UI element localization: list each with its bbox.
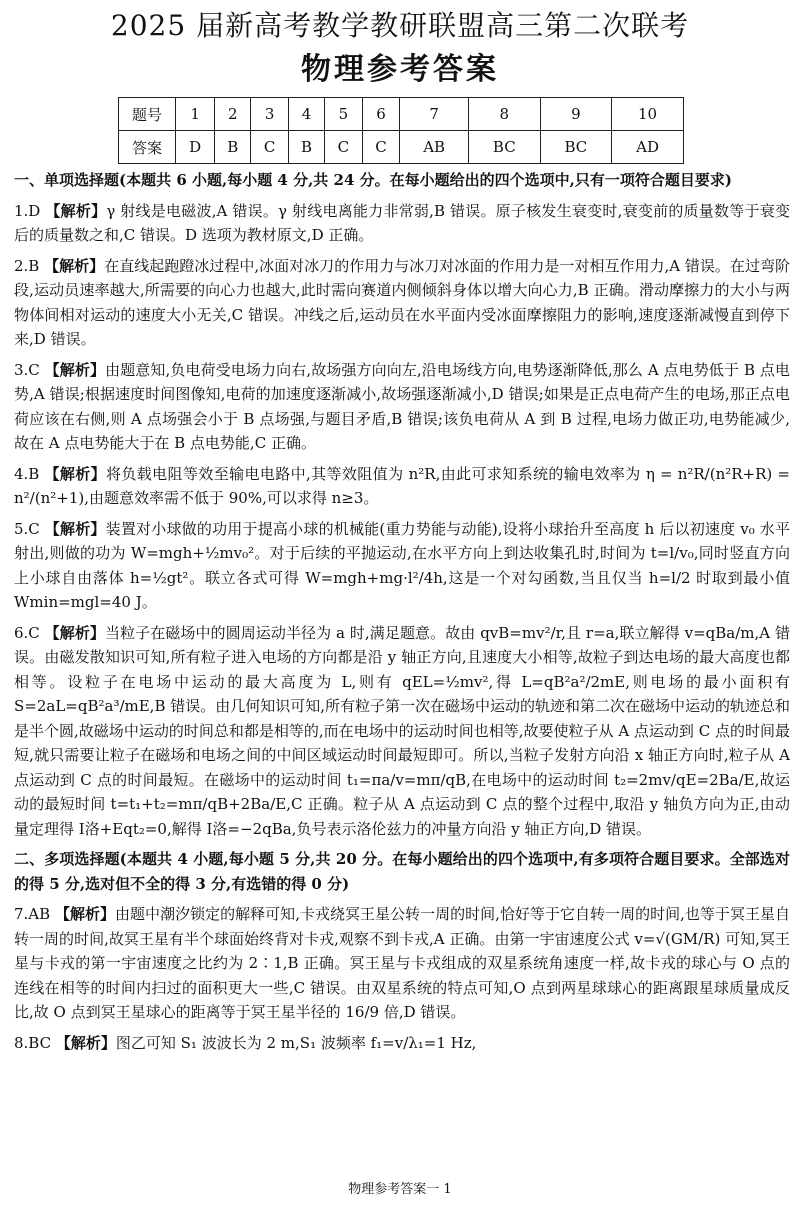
answer-cell: C xyxy=(325,131,363,164)
question-number-row xyxy=(119,98,684,131)
solution-text: 图乙可知 S₁ 波波长为 2 m,S₁ 波频率 f₁=v/λ₁=1 Hz, xyxy=(115,1033,477,1052)
answer-row xyxy=(119,131,684,164)
exam-title: 2025 届新高考教学教研联盟高三第二次联考 xyxy=(110,9,690,42)
solution-number: 6.C xyxy=(14,623,40,642)
solution-item xyxy=(14,358,790,456)
answer-cell: BC xyxy=(469,131,541,164)
solution-text: 在直线起跑蹬冰过程中,冰面对冰刀的作用力与冰刀对冰面的作用力是一对相互作用力,A 错误。在过弯阶段,运动员速率越大,所需要的向心力也越大,此时需向赛道内侧倾斜身体以增大向心力,B 正确。滑动摩擦力的大小与两物体间相对运动的速度大小无关,C 错误。冲线之后,运动员在水平面内受冰面摩擦阻力的影响,速度逐渐减慢直到停下来,D 错误。 xyxy=(14,256,790,348)
solution-item xyxy=(14,1031,790,1056)
analysis-tag: 【解析】 xyxy=(54,905,116,923)
answer-cell: B xyxy=(288,131,324,164)
solution-number: 7.AB xyxy=(14,905,51,923)
question-number: 3 xyxy=(251,98,289,131)
solution-text: 当粒子在磁场中的圆周运动半径为 a 时,满足题意。故由 qvB=mv²/r,且 r=a,联立解得 v=qBa/m,A 错误。由磁发散知识可知,所有粒子进入电场的方向都是沿 y 轴正方向,且速度大小相等,故粒子到达电场的最大高度也都相等。设粒子在电场中运动的最大高度为 L,则有 qEL=½mv²,得 L=qB²a²/2mE,则电场的最小面积有 S=2aL=qB²a³/mE,B 错误。由几何知识可知,所有粒子第一次在磁场中运动的轨迹和第二次在磁场中运动的轨迹总和是半个圆,故磁场中运动的时间总和都是相等的,而在电场中的运动时间也相等,故要使粒子从 A 点运动到 C 点的时间最短,就只需要让粒子在磁场和电场之间的中间区域运动时间最短即可。所以,当粒子发射方向沿 x 轴正方向时,粒子从 A 点运动到 C 点的时间最短。在磁场中的运动时间 t₁=πa/v=mπ/qB,在电场中的运动时间 t₂=2mv/qE=2Ba/E,故运动的最短时间 t=t₁+t₂=mπ/qB+2Ba/E,C 正确。粒子从 A 点运动到 C 点的整个过程中,取沿 y 轴负方向为正,由动量定理得 I洛+Eqt₂=0,解得 I洛=−2qBa,负号表示洛伦兹力的冲量方向沿 y 轴正方向,D 错误。 xyxy=(14,623,791,838)
question-number: 6 xyxy=(362,98,400,131)
question-number: 10 xyxy=(612,98,684,131)
question-number: 9 xyxy=(540,98,612,131)
row-label-question: 题号 xyxy=(119,98,176,131)
page-footer: 物理参考答案一 1 xyxy=(348,1182,452,1197)
analysis-tag: 【解析】 xyxy=(55,1033,116,1052)
row-label-answer: 答案 xyxy=(119,131,176,164)
solution-text: 将负载电阻等效至输电电路中,其等效阻值为 n²R,由此可求知系统的输电效率为 η = n²R/(n²R+R) = n²/(n²+1),由题意效率需不低于 90%,可以求得 n≥3。 xyxy=(14,464,790,507)
solution-text: 由题意知,负电荷受电场力向右,故场强方向向左,沿电场线方向,电势逐渐降低,那么 A 点电势低于 B 点电势,A 错误;根据速度时间图像知,电荷的加速度逐渐减小,故场强逐渐减小,D 错误;如果是正点电荷产生的电场,那正点电荷应该在右侧,则 A 点场强会小于 B 点场强,与题目矛盾,B 错误;该负电荷从 A 到 B 过程,电场力做正功,电势能减少,故在 A 点电势能大于在 B 点电势能,C 正确。 xyxy=(14,360,790,452)
solution-number: 5.C xyxy=(14,519,40,538)
solution-item xyxy=(14,621,790,842)
section-heading-multi-choice: 二、多项选择题(本题共 4 小题,每小题 5 分,共 20 分。在每小题给出的四个选项中,有多项符合题目要求。全部选对的得 5 分,选对但不全的得 3 分,有选错的得 0 分) xyxy=(14,850,790,893)
question-number: 4 xyxy=(288,98,324,131)
answer-table xyxy=(118,97,684,164)
section-heading-single-choice: 一、单项选择题(本题共 6 小题,每小题 4 分,共 24 分。在每小题给出的四个选项中,只有一项符合题目要求) xyxy=(14,171,732,189)
solutions-body xyxy=(14,168,790,1061)
solution-number: 4.B xyxy=(14,464,40,483)
question-number: 5 xyxy=(325,98,363,131)
solution-item xyxy=(14,517,790,615)
answer-cell: BC xyxy=(540,131,612,164)
solution-item xyxy=(14,199,790,248)
answer-cell: B xyxy=(215,131,251,164)
page-title: 物理参考答案 xyxy=(301,52,499,87)
answer-cell: C xyxy=(362,131,400,164)
question-number: 1 xyxy=(176,98,215,131)
solution-text: 装置对小球做的功用于提高小球的机械能(重力势能与动能),设将小球抬升至高度 h 后以初速度 v₀ 水平射出,则做的功为 W=mgh+½mv₀²。对于后续的平抛运动,在水平方向上到达收集孔时,时间为 t=l/v₀,同时竖直方向上小球自由落体 h=½gt²。联立各式可得 W=mgh+mg·l²/4h,这是一个对勾函数,当且仅当 h=l/2 时取到最小值 Wmin=mgl=40 J。 xyxy=(14,519,790,611)
question-number: 7 xyxy=(400,98,469,131)
question-number: 8 xyxy=(469,98,541,131)
solution-number: 8.BC xyxy=(14,1033,52,1052)
solution-number: 1.D xyxy=(14,201,41,220)
solution-item xyxy=(14,902,790,1025)
analysis-tag: 【解析】 xyxy=(44,360,106,379)
solution-number: 2.B xyxy=(14,256,40,275)
solution-text: 由题中潮汐锁定的解释可知,卡戎绕冥王星公转一周的时间,恰好等于它自转一周的时间,也等于冥王星自转一周的时间,故冥王星有半个球面始终背对卡戎,观察不到卡戎,A 正确。由第一宇宙速度公式 v=√(GM/R) 可知,冥王星与卡戎的第一宇宙速度之比约为 2∶1,B 正确。冥王星与卡戎组成的双星系统角速度一样,故卡戎的球心与 O 点的连线在相等的时间内扫过的面积更大一些,C 错误。由双星系统的特点可知,O 点到两星球球心的距离跟星球质量成反比,故 O 点到冥王星球心的距离等于冥王星半径的 16/9 倍,D 错误。 xyxy=(14,905,790,1021)
answer-cell: AB xyxy=(400,131,469,164)
answer-cell: D xyxy=(176,131,215,164)
analysis-tag: 【解析】 xyxy=(44,519,106,538)
solution-text: γ 射线是电磁波,A 错误。γ 射线电离能力非常弱,B 错误。原子核发生衰变时,衰变前的质量数等于衰变后的质量数之和,C 错误。D 选项为教材原文,D 正确。 xyxy=(14,201,790,244)
analysis-tag: 【解析】 xyxy=(45,201,107,220)
solution-item xyxy=(14,254,790,352)
answer-cell: C xyxy=(251,131,289,164)
analysis-tag: 【解析】 xyxy=(44,464,107,483)
solution-item xyxy=(14,462,790,511)
analysis-tag: 【解析】 xyxy=(44,256,105,275)
analysis-tag: 【解析】 xyxy=(44,623,105,642)
solution-number: 3.C xyxy=(14,360,40,379)
answer-cell: AD xyxy=(612,131,684,164)
question-number: 2 xyxy=(215,98,251,131)
